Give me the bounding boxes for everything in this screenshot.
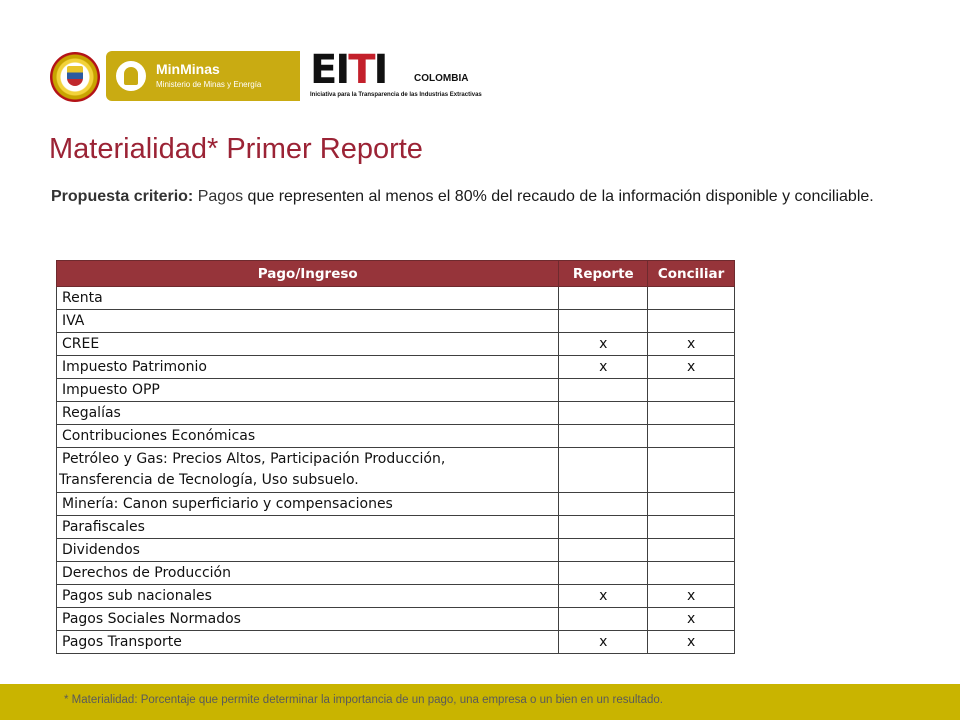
row-reporte xyxy=(559,493,648,516)
row-reporte xyxy=(559,402,648,425)
row-reporte: x xyxy=(559,356,648,379)
row-name: Contribuciones Económicas xyxy=(57,425,559,448)
row-name: Impuesto OPP xyxy=(57,379,559,402)
proposal-text xyxy=(51,183,892,211)
row-conciliar: x xyxy=(648,585,735,608)
row-name: Minería: Canon superficiario y compensaciones xyxy=(57,493,559,516)
proposal-body: que representen al menos el 80% del recaudo de la información disponible y conciliable. xyxy=(247,188,874,205)
row-conciliar xyxy=(648,539,735,562)
proposal-lead-word: Pagos xyxy=(197,188,244,205)
row-name: Derechos de Producción xyxy=(57,562,559,585)
row-reporte xyxy=(559,539,648,562)
table-row xyxy=(57,585,735,608)
row-reporte xyxy=(559,516,648,539)
table-row xyxy=(57,333,735,356)
row-name: Pagos sub nacionales xyxy=(57,585,559,608)
row-name: Regalías xyxy=(57,402,559,425)
row-reporte xyxy=(559,310,648,333)
row-conciliar xyxy=(648,516,735,539)
table-row xyxy=(57,493,735,516)
row-conciliar xyxy=(648,379,735,402)
row-reporte xyxy=(559,379,648,402)
table-header-row xyxy=(57,261,735,287)
row-conciliar xyxy=(648,448,735,493)
row-name: Renta xyxy=(57,287,559,310)
eiti-country: COLOMBIA xyxy=(414,73,469,84)
row-conciliar: x xyxy=(648,333,735,356)
table-row xyxy=(57,356,735,379)
table-row xyxy=(57,310,735,333)
row-conciliar xyxy=(648,562,735,585)
row-name: Pagos Transporte xyxy=(57,631,559,654)
eiti-logo xyxy=(310,48,490,104)
table-row xyxy=(57,539,735,562)
eiti-wordmark: EITI xyxy=(310,47,387,93)
footer-bar xyxy=(0,684,960,720)
eiti-tagline: Iniciativa para la Transparencia de las Industrias Extractivas xyxy=(310,92,482,98)
table-row xyxy=(57,631,735,654)
row-conciliar xyxy=(648,310,735,333)
table-row xyxy=(57,562,735,585)
row-name: Pagos Sociales Normados xyxy=(57,608,559,631)
row-reporte xyxy=(559,608,648,631)
payments-table xyxy=(56,260,735,654)
minminas-logo-icon xyxy=(116,61,146,91)
header-conciliar: Conciliar xyxy=(648,261,735,287)
row-reporte xyxy=(559,448,648,493)
row-name xyxy=(57,448,559,493)
table-row xyxy=(57,448,735,493)
table-row xyxy=(57,402,735,425)
row-name: CREE xyxy=(57,333,559,356)
minminas-logo xyxy=(106,51,300,101)
row-conciliar xyxy=(648,402,735,425)
row-name: Parafiscales xyxy=(57,516,559,539)
minminas-subtitle: Ministerio de Minas y Energía xyxy=(156,80,262,89)
row-reporte: x xyxy=(559,585,648,608)
colombia-seal-icon xyxy=(50,52,100,102)
row-reporte xyxy=(559,287,648,310)
row-conciliar: x xyxy=(648,631,735,654)
proposal-lead: Propuesta criterio: xyxy=(51,188,194,205)
header-pago-ingreso: Pago/Ingreso xyxy=(57,261,559,287)
row-conciliar xyxy=(648,425,735,448)
header-logos xyxy=(48,47,482,106)
row-conciliar xyxy=(648,287,735,310)
row-name: Dividendos xyxy=(57,539,559,562)
table-row xyxy=(57,379,735,402)
table-row xyxy=(57,516,735,539)
row-reporte xyxy=(559,562,648,585)
row-conciliar: x xyxy=(648,608,735,631)
footnote: * Materialidad: Porcentaje que permite determinar la importancia de un pago, una empresa o un bien en un resultado. xyxy=(64,694,664,706)
row-name-line2: Transferencia de Tecnología, Uso subsuelo. xyxy=(59,472,359,488)
row-conciliar xyxy=(648,493,735,516)
table-row xyxy=(57,287,735,310)
row-name: Impuesto Patrimonio xyxy=(57,356,559,379)
row-name-line1: Petróleo y Gas: Precios Altos, Participación Producción, xyxy=(62,451,446,467)
row-reporte xyxy=(559,425,648,448)
table-row xyxy=(57,608,735,631)
row-reporte: x xyxy=(559,631,648,654)
row-reporte: x xyxy=(559,333,648,356)
header-reporte: Reporte xyxy=(559,261,648,287)
page-title: Materialidad* Primer Reporte xyxy=(49,133,423,165)
row-conciliar: x xyxy=(648,356,735,379)
minminas-title: MinMinas xyxy=(156,61,220,77)
table-row xyxy=(57,425,735,448)
row-name: IVA xyxy=(57,310,559,333)
